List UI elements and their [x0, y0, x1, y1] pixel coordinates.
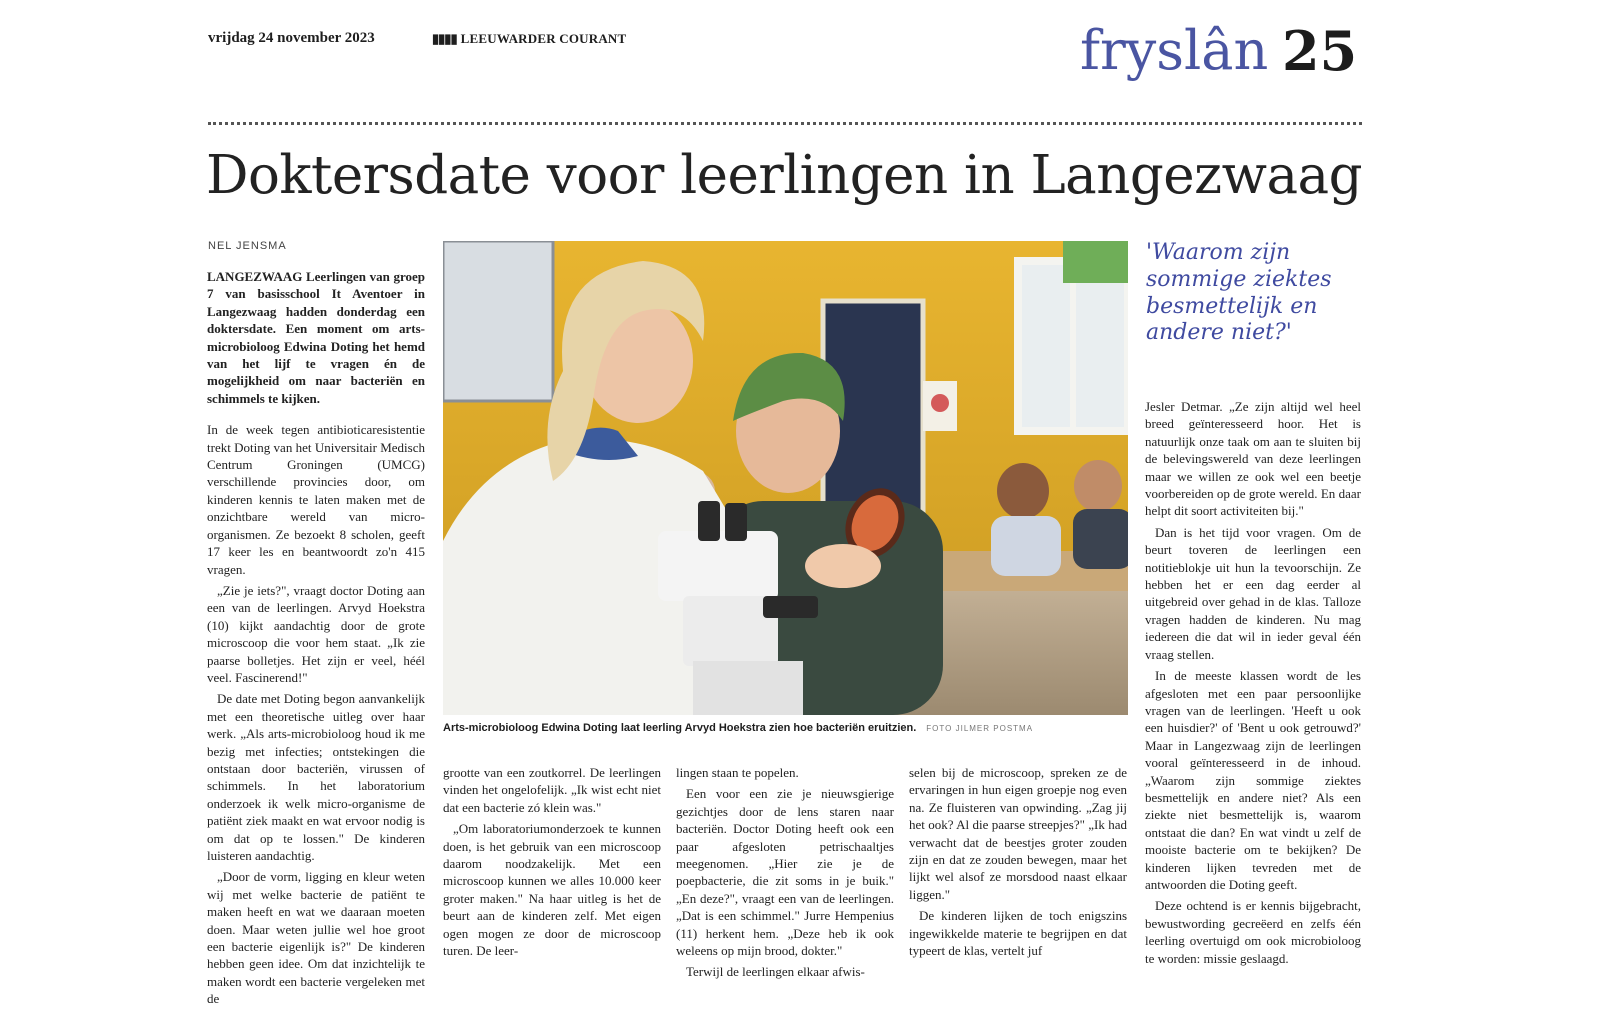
header-divider	[208, 122, 1362, 125]
article-column-1	[207, 268, 425, 1012]
paragraph: „Zie je iets?", vraagt doctor Doting aan een van de leerlingen. Arvyd Hoekstra (10) kijkt aandachtig door de grote microscoop die voor hem staat. „Ik zie paarse bolletjes. Het zijn er veel, héél veel. Fascinerend!"	[207, 582, 425, 685]
pull-quote: 'Waarom zijn sommige ziektes besmettelijk en andere niet?'	[1146, 240, 1332, 346]
lead-paragraph: LANGEZWAAG Leerlingen van groep 7 van basisschool It Aventoer in Langezwaag hadden donderdag een doktersdate. Een moment om arts-microbioloog Edwina Doting het hemd van het lijf te vragen én de mogelijkheid om naar bacteriën en schimmels te kijken.	[207, 269, 425, 406]
paragraph: lingen staan te popelen.	[676, 765, 799, 780]
paragraph: Terwijl de leerlingen elkaar afwis-	[686, 964, 865, 980]
newspaper-name	[432, 31, 626, 47]
paragraph: De date met Doting begon aanvankelijk met een theoretische uitleg over haar werk. „Als arts-microbioloog houd ik me bezig met infecties; ontstekingen die ontstaan door bacteriën, virussen of schimmels. In het laboratorium onderzoek ik welk micro-organisme de patiënt ziek maakt en wat ervoor nodig is om dat op te lossen." De kinderen luisteren aandachtig.	[207, 691, 425, 863]
article-column-2	[443, 764, 661, 963]
paragraph: „Door de vorm, ligging en kleur weten wij met welke bacterie de patiënt te maken heeft en wat we daaraan moeten doen. Maar weten jullie wel hoe groot een bacterie eigenlijk is?" De kinderen hebben geen idee. Om dat inzichtelijk te maken wordt een bacterie vergeleken met de	[207, 869, 425, 1007]
photo-credit: FOTO JILMER POSTMA	[926, 724, 1034, 733]
classroom-microscope-photo	[443, 241, 1128, 715]
newspaper-title: LEEUWARDER COURANT	[460, 31, 627, 46]
article-column-4	[909, 764, 1127, 963]
paragraph: In de week tegen antibioticaresistentie trekt Doting van het Universitair Medisch Centrum Groningen (UMCG) verschillende provincies door, om kinderen kennis te laten maken met de onzichtbare wereld van micro-organismen. Ze bezoekt 8 scholen, geeft 17 keer les en beantwoordt zo'n 415 vragen.	[207, 422, 425, 577]
section-name: fryslân	[1080, 19, 1269, 82]
paragraph: selen bij de microscoop, spreken ze de ervaringen in hun eigen groepje nog even na. Ze fluisteren van opwinding. „Zag jij het ook? Al die paarse streepjes?" „Ik had verwacht dat de beestjes groter zouden zijn en dat ze zouden bewegen, maar het lijkt wel alsof ze morsdood naast elkaar liggen."	[909, 765, 1127, 902]
page-number: 25	[1282, 19, 1358, 83]
article-headline: Doktersdate voor leerlingen in Langezwaag	[206, 145, 1363, 206]
paragraph: In de meeste klassen wordt de les afgesloten met een paar persoonlijke vragen van de leerlingen. 'Heeft u ook een huisdier?' of 'Bent u ook getrouwd?' Maar in Langezwaag zijn de leerlingen vooral geïnteresseerd in de inhoud. „Waarom zijn sommige ziektes besmettelijk en andere niet? Als een ziekte niet besmettelijk is, waarom ontstaat die dan? En wat vindt u zelf de mooiste bacterie om te bekijken? De kinderen lijken tevreden met de antwoorden die Doting geeft.	[1145, 668, 1361, 892]
article-column-5	[1145, 398, 1361, 971]
publication-date: vrijdag 24 november 2023	[208, 30, 375, 46]
article-lead	[207, 268, 425, 407]
article-photo	[443, 241, 1128, 715]
paragraph: De kinderen lijken de toch enigszins ingewikkelde materie te begrijpen en dat typeert de klas, vertelt juf	[909, 908, 1127, 959]
article-byline: NEL JENSMA	[208, 240, 287, 252]
article-column-3	[676, 764, 894, 985]
paragraph: Jesler Detmar. „Ze zijn altijd wel heel breed geïnteresseerd hoor. Het is natuurlijk onze taak om aan te sluiten bij de belevingswereld van deze leerlingen maar we willen ze ook wel een beetje voorbereiden op de grote wereld. En daar helpt dit soort activiteiten bij."	[1145, 399, 1361, 519]
paragraph: „Om laboratoriumonderzoek te kunnen doen, is het gebruik van een microscoop daarom noodzakelijk. Met een microscoop kunnen we alles 10.000 keer groter maken." Na haar uitleg is het de beurt aan de kinderen zelf. Met eigen ogen mogen ze door de microscoop turen. De leer-	[443, 821, 661, 959]
photo-caption	[443, 722, 1128, 734]
paragraph: Een voor een zie je nieuwsgierige gezichtjes door de lens staren naar bacteriën. Doctor Doting heeft ook een paar afgesloten petrischaaltjes meegenomen. „Hier zie je de poepbacterie, die zit soms in je buik." „En deze?", vraagt een van de leerlingen. „Dat is een schimmel." Jurre Hempenius (11) herkent hem. „Deze heb ik ook weleens op mijn brood, dokter."	[676, 786, 894, 959]
masthead-bars-icon: ▮▮▮▮	[432, 31, 457, 46]
caption-text: Arts-microbioloog Edwina Doting laat leerling Arvyd Hoekstra zien hoe bacteriën eruitzien.	[443, 722, 917, 734]
paragraph: Deze ochtend is er kennis bijgebracht, bewustwording gecreëerd en zelfs één leerling overtuigd om ook microbioloog te worden: missie geslaagd.	[1145, 898, 1361, 966]
paragraph: Dan is het tijd voor vragen. Om de beurt toveren de leerlingen een notitieblokje uit hun la tevoorschijn. Ze hebben het er een dag eerder al uitgebreid over gehad in de klas. Talloze vragen hadden de kinderen. Nu mag iedereen die dat wil in ieder geval één vraag stellen.	[1145, 524, 1361, 662]
paragraph: grootte van een zoutkorrel. De leerlingen vinden het ongelofelijk. „Ik wist echt niet dat een bacterie zó klein was."	[443, 765, 661, 815]
